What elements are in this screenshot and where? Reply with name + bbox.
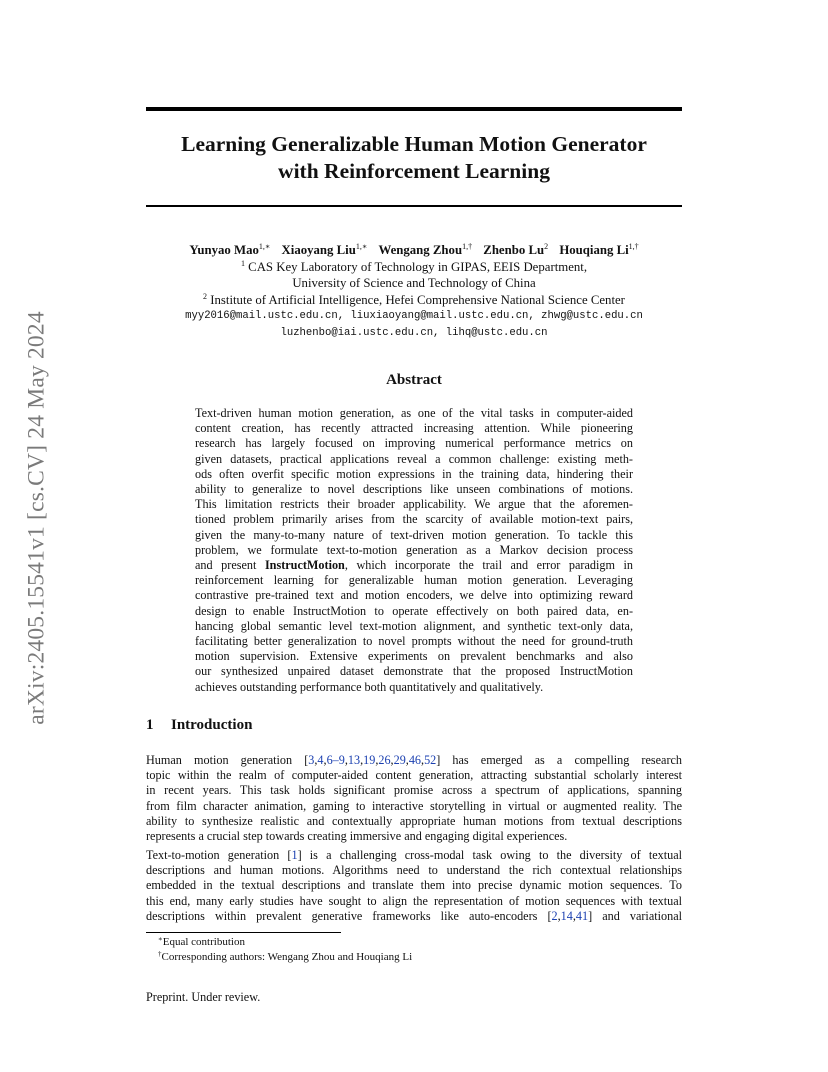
abstract-line: given datasets, practical applications reveal a common challenge: existing meth-	[195, 451, 633, 466]
paragraph-line: descriptions within prevalent generative frameworks like auto-encoders [2,14,41] and variational	[146, 908, 682, 923]
paragraph-line: in recent years. This task holds significant promise across a spectrum of applications, spanning	[146, 783, 682, 798]
author: Yunyao Mao$^{1,∗}$	[189, 242, 271, 257]
abstract-line: ods often overfit specific motion expressions in the training data, hindering their	[195, 466, 633, 481]
abstract-heading: Abstract	[386, 372, 442, 388]
footnote-rule	[146, 932, 341, 933]
abstract-line: given the many-to-many nature of text-driven motion generation. To tackle this	[195, 527, 633, 542]
arxiv-identifier-stamp: arXiv:2405.15541v1 [cs.CV] 24 May 2024	[23, 311, 50, 725]
abstract-line: and present InstructMotion, which incorporate the trail and error paradigm in	[195, 558, 634, 573]
abstract-line: Text-driven human motion generation, as one of the vital tasks in computer-aided	[195, 406, 633, 420]
title-line-2: with Reinforcement Learning	[278, 159, 550, 183]
abstract-line: problem, we formulate text-to-motion generation as a Markov decision process	[195, 542, 633, 557]
preprint-notice: Preprint. Under review.	[146, 990, 261, 1004]
citation-link[interactable]: 13	[347, 753, 361, 767]
citation-link[interactable]: 29	[393, 753, 406, 767]
paragraph-line: topic within the realm of computer-aided content generation, attracting substantial scholarly interest	[146, 768, 682, 783]
author: Xiaoyang Liu$^{1,∗}$	[281, 242, 368, 257]
method-name: InstructMotion	[264, 558, 345, 573]
paragraph-line: this end, many early studies have sought to align the representation of motion sequences with textual	[146, 893, 682, 908]
footnote-equal-contribution: ∗Equal contribution	[158, 935, 245, 948]
footnote-corresponding-authors: †Corresponding authors: Wengang Zhou and Houqiang Li	[158, 949, 413, 963]
abstract-line: research has largely focused on improving numerical performance metrics on	[195, 436, 633, 451]
paragraph-line: Human motion generation [3,4,6–9,13,19,26,29,46,52] has emerged as a compelling research	[146, 753, 683, 767]
title-top-rule	[146, 107, 682, 111]
citation-link[interactable]: 1	[291, 848, 298, 862]
paragraph-line: from film character animation, gaming to interactive storytelling in virtual or augmented reality. The	[146, 798, 682, 813]
author-block	[146, 242, 682, 341]
title-line-1: Learning Generalizable Human Motion Generator	[181, 132, 647, 156]
author: Wengang Zhou$^{1,\dagger}$	[378, 242, 473, 257]
abstract-body	[195, 406, 633, 695]
email-line-2[interactable]: luzhenbo@iai.ustc.edu.cn, lihq@ustc.edu.cn	[280, 326, 548, 339]
citation-link[interactable]: 14	[560, 908, 573, 923]
abstract-line: ability to generalize to novel descriptions like unseen combinations of motions.	[195, 482, 633, 497]
paragraph-line: represents a crucial step towards creating immersive and engaging digital experiences.	[146, 829, 568, 844]
abstract-line: design to enable InstructMotion to operate effectively on both paired data, en-	[195, 603, 633, 618]
citation-link[interactable]: 26	[378, 753, 391, 767]
section-number: 1	[146, 717, 154, 733]
citation-link[interactable]: 3	[308, 753, 315, 767]
affiliation-1-cont: University of Science and Technology of China	[292, 276, 536, 290]
author: Zhenbo Lu$^2$	[483, 242, 549, 257]
citation-link[interactable]: 6–9	[326, 753, 345, 767]
citation-link[interactable]: 19	[363, 753, 376, 767]
citation-link[interactable]: 2	[551, 908, 558, 923]
email-line-1[interactable]: myy2016@mail.ustc.edu.cn, liuxiaoyang@mail.ustc.edu.cn, zhwg@ustc.edu.cn	[185, 310, 643, 322]
intro-paragraph-2	[146, 848, 682, 924]
paragraph-line: descriptions and human motions. Algorithms need to understand the rich contextual relationships	[146, 863, 682, 878]
citation-link[interactable]: 41	[575, 908, 589, 923]
abstract-line: our synthesized unpaired dataset demonstrate that the proposed InstructMotion	[195, 664, 633, 679]
paper-title	[146, 131, 682, 185]
title-bottom-rule	[146, 205, 682, 207]
abstract-line: hancing global semantic level text-motion alignment, and synthetic text-only data,	[195, 618, 633, 633]
abstract-line: tioned problem primarily arises from the scarcity of available motion-text pairs,	[195, 512, 633, 527]
affiliation-2: $^2$ Institute of Artificial Intelligence, Hefei Comprehensive National Science Center	[203, 291, 625, 307]
abstract-line: motion supervision. Extensive experiments on prevalent benchmarks and also	[195, 649, 633, 664]
citation-link[interactable]: 4	[317, 753, 324, 767]
affiliation-1: $^1$ CAS Key Laboratory of Technology in GIPAS, EEIS Department,	[240, 258, 588, 274]
intro-paragraph-1	[146, 753, 682, 844]
author-list	[146, 242, 682, 259]
citation-link[interactable]: 46	[408, 753, 422, 767]
section-title: Introduction	[171, 717, 253, 733]
paragraph-line: embedded in the textual descriptions and translate them into precise dynamic motion sequences. To	[146, 878, 682, 893]
abstract-line: This limitation restricts their broader applicability. We argue that the aforemen-	[195, 497, 633, 512]
abstract-line: contrastive pre-trained text and motion encoders, we delve into optimizing reward	[195, 588, 633, 603]
citation-link[interactable]: 52	[424, 753, 437, 767]
section-heading-introduction	[146, 717, 252, 734]
abstract-line: reinforcement learning for generalizable human motion generation. Leveraging	[195, 573, 633, 588]
abstract-line: content creation, has recently attracted increasing attention. While pioneering	[195, 421, 633, 436]
abstract-line: facilitating better generalization to novel prompts without the need for ground-truth	[195, 634, 633, 649]
abstract-line: achieves outstanding performance both quantitatively and qualitatively.	[195, 679, 544, 694]
paragraph-line: Text-to-motion generation [1] is a challenging cross-modal task owing to the diversity of textual	[146, 848, 682, 862]
footnotes	[158, 935, 412, 964]
author: Houqiang $Li^{1,\dagger}$	[559, 242, 639, 257]
paragraph-line: ability to synthesize realistic and contextually appropriate human motions from textual descriptions	[146, 813, 682, 828]
